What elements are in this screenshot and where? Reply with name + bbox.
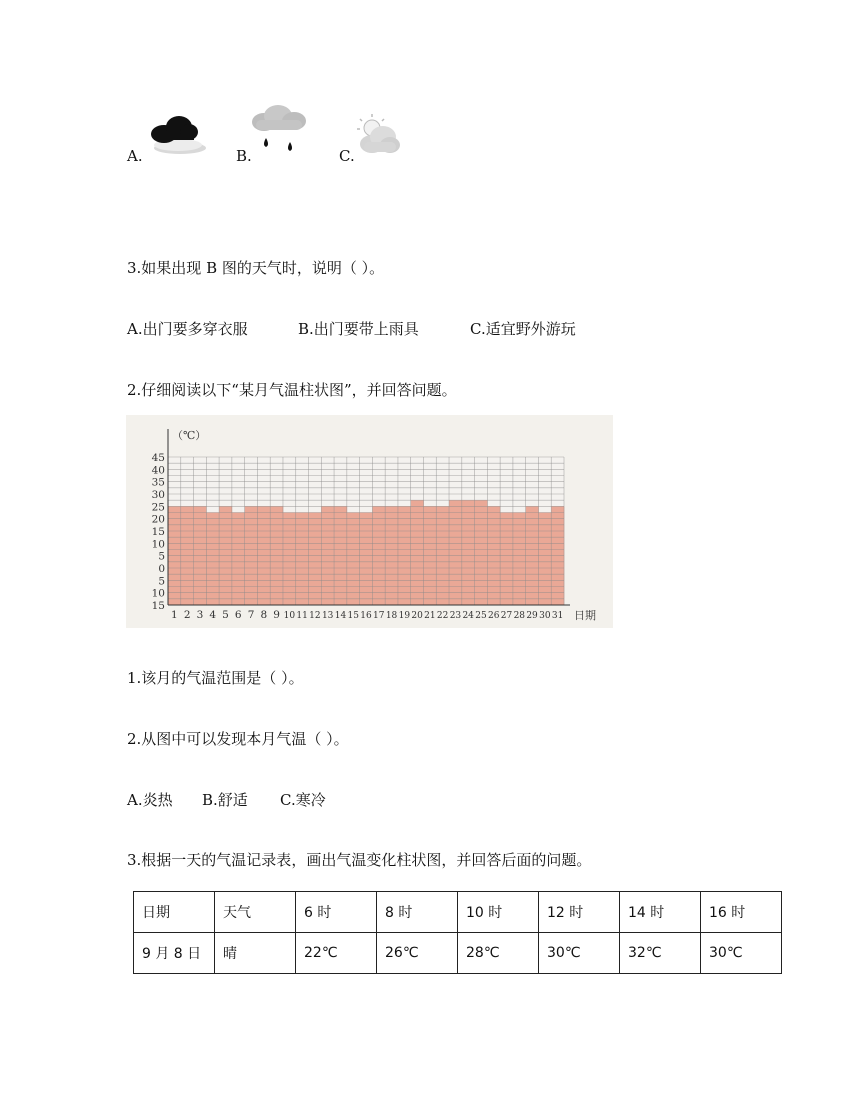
- question-1: 1.该月的气温范围是（ ）。: [127, 669, 304, 687]
- bar: [347, 513, 360, 606]
- question-2-option-c: C.寒冷: [280, 791, 326, 809]
- y-tick-label: 30: [151, 489, 165, 501]
- dark-cloud-icon: [146, 112, 210, 158]
- y-tick-label: 25: [151, 501, 165, 514]
- bar: [475, 500, 488, 605]
- y-tick-label: 15: [151, 600, 165, 612]
- table-cell: 32℃: [620, 933, 701, 974]
- chart-intro: 2.仔细阅读以下“某月气温柱状图”，并回答问题。: [127, 381, 457, 399]
- x-tick-label: 1: [171, 609, 178, 621]
- x-tick-label: 10: [283, 611, 296, 621]
- y-tick-label: 5: [158, 550, 165, 563]
- x-tick-label: 13: [321, 611, 334, 621]
- question-b-option-b: B.出门要带上雨具: [298, 320, 419, 338]
- option-a-label: A.: [127, 147, 143, 165]
- x-tick-label: 11: [296, 611, 308, 621]
- x-tick-label: 3: [196, 609, 204, 621]
- x-tick-label: 25: [475, 611, 487, 621]
- y-tick-label: 35: [151, 476, 165, 489]
- y-tick-label: 45: [151, 452, 165, 464]
- x-tick-label: 22: [436, 611, 449, 621]
- table-cell: 9 月 8 日: [134, 933, 215, 974]
- bar: [283, 513, 296, 606]
- x-tick-label: 18: [385, 611, 398, 621]
- x-tick-label: 4: [209, 609, 217, 621]
- bar: [296, 513, 309, 606]
- x-tick-label: 14: [334, 611, 347, 621]
- bar: [500, 513, 513, 606]
- table-cell: 日期: [134, 892, 215, 933]
- bar: [309, 513, 322, 606]
- question-2-option-b: B.舒适: [202, 791, 248, 809]
- bar: [513, 513, 526, 606]
- question-3: 3.根据一天的气温记录表，画出气温变化柱状图，并回答后面的问题。: [127, 851, 592, 869]
- y-tick-label: 10: [151, 538, 165, 551]
- option-b-label: B.: [236, 147, 252, 165]
- bar: [206, 513, 219, 606]
- bar: [232, 513, 245, 606]
- y-tick-label: 5: [158, 575, 165, 588]
- question-b-option-a: A.出门要多穿衣服: [127, 320, 248, 338]
- option-c-label: C.: [339, 147, 355, 165]
- x-tick-label: 24: [462, 611, 474, 621]
- x-tick-label: 20: [411, 611, 423, 621]
- table-cell: 14 时: [620, 892, 701, 933]
- temperature-record-table: [133, 891, 782, 974]
- x-tick-label: 29: [526, 611, 538, 621]
- table-cell: 16 时: [701, 892, 782, 933]
- table-cell: 26℃: [377, 933, 458, 974]
- sun-behind-cloud-icon: [352, 112, 402, 158]
- table-header-row: [134, 892, 782, 933]
- x-tick-label: 21: [424, 611, 436, 621]
- x-axis-label: 日期: [574, 609, 596, 622]
- table-cell: 22℃: [296, 933, 377, 974]
- bar: [411, 500, 424, 605]
- bar: [449, 500, 462, 605]
- x-tick-label: 9: [273, 609, 280, 621]
- x-tick-label: 17: [373, 611, 385, 621]
- y-tick-label: 40: [151, 464, 165, 477]
- bar: [538, 513, 551, 606]
- question-2: 2.从图中可以发现本月气温（ ）。: [127, 730, 349, 748]
- temperature-bar-chart: [126, 415, 613, 628]
- x-tick-label: 7: [247, 609, 255, 621]
- x-tick-label: 5: [222, 609, 229, 621]
- rain-cloud-icon: [250, 104, 308, 160]
- y-tick-label: 0: [158, 563, 165, 575]
- table-cell: 30℃: [539, 933, 620, 974]
- table-cell: 天气: [215, 892, 296, 933]
- table-cell: 28℃: [458, 933, 539, 974]
- question-b-weather: 3.如果出现 B 图的天气时，说明（ ）。: [127, 259, 385, 277]
- x-tick-label: 15: [347, 611, 359, 621]
- table-cell: 8 时: [377, 892, 458, 933]
- x-tick-label: 28: [513, 611, 526, 621]
- bar: [462, 500, 475, 605]
- y-tick-label: 15: [151, 526, 165, 538]
- x-tick-label: 2: [183, 609, 191, 621]
- table-cell: 30℃: [701, 933, 782, 974]
- x-tick-label: 19: [398, 611, 411, 621]
- x-tick-label: 31: [551, 611, 564, 621]
- table-cell: 晴: [215, 933, 296, 974]
- question-2-option-a: A.炎热: [127, 791, 173, 809]
- y-axis-label: （℃）: [172, 429, 207, 442]
- table-row: [134, 933, 782, 974]
- table-cell: 6 时: [296, 892, 377, 933]
- x-tick-label: 30: [539, 611, 551, 621]
- x-tick-label: 16: [360, 611, 372, 621]
- question-b-option-c: C.适宜野外游玩: [470, 320, 576, 338]
- x-tick-label: 23: [449, 611, 462, 621]
- y-tick-label: 20: [151, 513, 165, 526]
- y-tick-label: 10: [151, 587, 165, 600]
- table-cell: 12 时: [539, 892, 620, 933]
- chart-svg: [126, 415, 613, 628]
- x-tick-label: 26: [488, 611, 500, 621]
- x-tick-label: 12: [309, 611, 321, 621]
- x-tick-label: 6: [234, 609, 242, 621]
- x-tick-label: 8: [260, 609, 268, 621]
- x-tick-label: 27: [500, 611, 513, 621]
- bar: [360, 513, 373, 606]
- table-cell: 10 时: [458, 892, 539, 933]
